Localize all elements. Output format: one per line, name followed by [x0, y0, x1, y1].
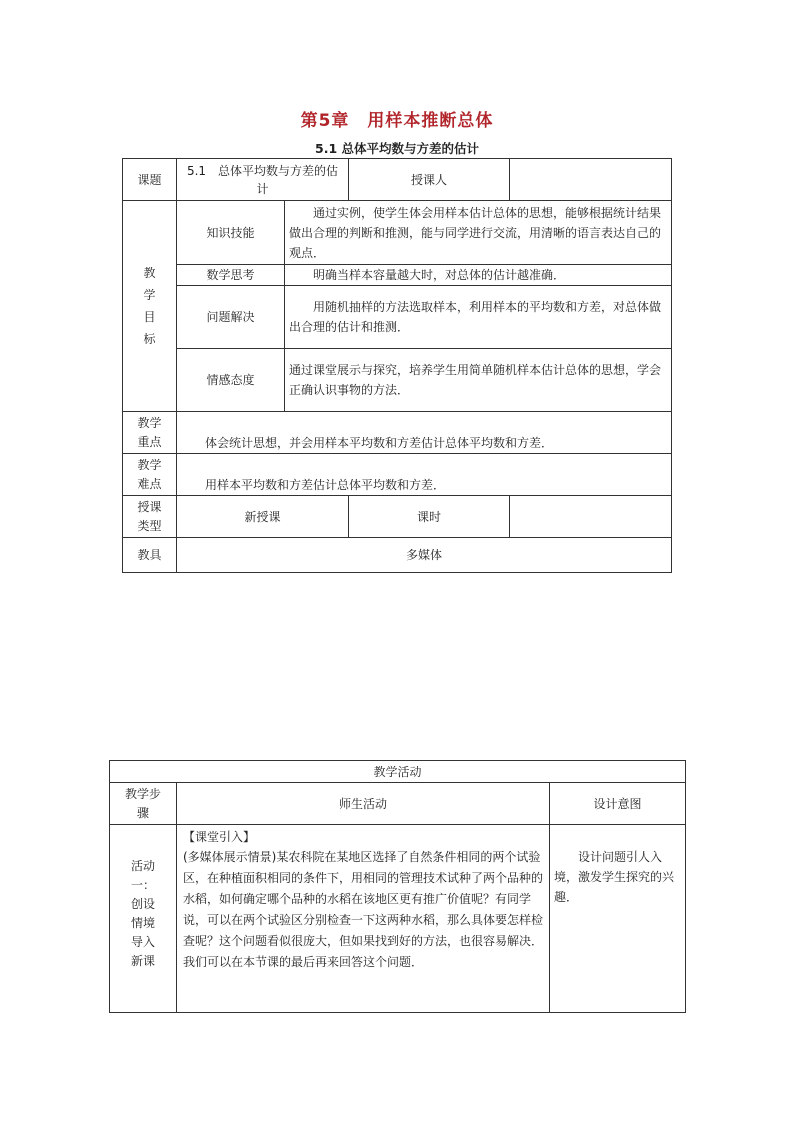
objective-text: 通过实例，使学生体会用样本估计总体的思想，能够根据统计结果做出合理的判断和推测，能与同学进行交流，用清晰的语言表达自己的观点．: [285, 201, 672, 265]
col-intent-header: 设计意图: [550, 783, 686, 825]
objective-text: 用随机抽样的方法选取样本，利用样本的平均数和方差，对总体做出合理的估计和推测．: [285, 286, 672, 349]
objective-label: 知识技能: [177, 201, 285, 265]
activity-cell: [177, 825, 550, 1013]
objective-text: 通过课堂展示与探究，培养学生用简单随机样本估计总体的思想，学会正确认识事物的方法．: [285, 349, 672, 412]
hours-value: [510, 496, 672, 538]
chapter-title: 第5章 用样本推断总体: [300, 111, 494, 131]
difficulty-text: 用样本平均数和方差估计总体平均数和方差．: [177, 454, 672, 496]
activity-table-header: 教学活动: [110, 761, 686, 783]
hours-label: 课时: [349, 496, 510, 538]
type-value: 新授课: [177, 496, 349, 538]
objective-label: 数学思考: [177, 265, 285, 286]
topic-label: 课题: [123, 159, 177, 201]
objective-text: 明确当样本容量越大时，对总体的估计越准确．: [285, 265, 672, 286]
section-title: 5.1 总体平均数与方差的估计: [315, 141, 479, 156]
activity-content: (多媒体展示情景)某农科院在某地区选择了自然条件相同的两个试验区，在种植面积相同的条件下，用相同的管理技术试种了两个品种的水稻，如何确定哪个品种的水稻在该地区更有推广价值呢？有同学说，可以在两个试验区分别检查一下这两种水稻，那么具体要怎样检查呢？这个问题看似很庞大，但如果找到好的方法，也很容易解决．我们可以在本节课的最后再来回答这个问题．: [183, 850, 544, 969]
tools-label: 教具: [123, 538, 177, 573]
activity-table: [109, 760, 686, 1013]
objectives-label: 教学目标: [123, 201, 177, 412]
objective-label: 情感态度: [177, 349, 285, 412]
step-cell: 活动一：创设情境导入新课: [110, 825, 177, 1013]
col-step-header: 教学步骤: [110, 783, 177, 825]
topic-value: 5.1 总体平均数与方差的估计: [177, 159, 349, 201]
difficulty-label: 教学难点: [123, 454, 177, 496]
key-point-label: 教学重点: [123, 412, 177, 454]
teacher-label: 授课人: [349, 159, 510, 201]
objective-label: 问题解决: [177, 286, 285, 349]
key-point-text: 体会统计思想，并会用样本平均数和方差估计总体平均数和方差．: [177, 412, 672, 454]
intent-cell: 设计问题引人入境，激发学生探究的兴趣．: [550, 825, 686, 1013]
type-label: 授课类型: [123, 496, 177, 538]
teacher-value: [510, 159, 672, 201]
lesson-plan-table: [122, 158, 672, 573]
intro-tag: 【课堂引入】: [183, 830, 256, 844]
tools-value: 多媒体: [177, 538, 672, 573]
col-activity-header: 师生活动: [177, 783, 550, 825]
